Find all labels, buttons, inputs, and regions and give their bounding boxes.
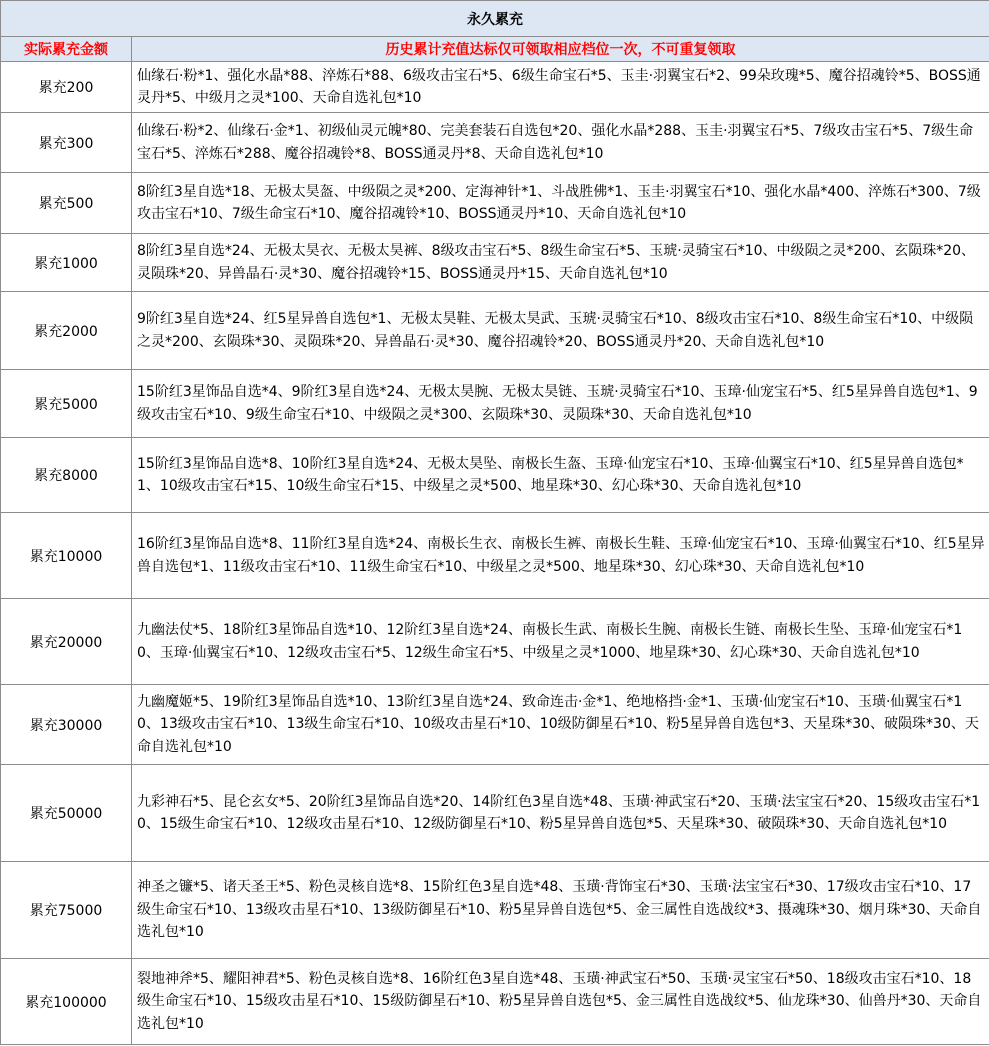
table-row (1, 765, 989, 862)
title-row (1, 1, 989, 37)
reward-list: 8阶红3星自选*18、无极太昊盔、中级陨之灵*200、定海神针*1、斗战胜佛*1、玉圭·羽翼宝石*10、强化水晶*400、淬炼石*300、7级攻击宝石*10、7级生命宝石*10、魔谷招魂铃*10、BOSS通灵丹*10、天命自选礼包*10 (132, 173, 989, 234)
recharge-amount: 累充500 (1, 173, 132, 234)
reward-list: 神圣之镰*5、诸天圣王*5、粉色灵核自选*8、15阶红色3星自选*48、玉璜·背饰宝石*30、玉璜·法宝宝石*30、17级攻击宝石*10、17级生命宝石*10、13级攻击星石*10、13级防御星石*10、粉5星异兽自选包*5、金三属性自选战纹*3、摄魂珠*30、烟月珠*30、天命自选礼包*10 (132, 862, 989, 959)
table-title: 永久累充 (1, 1, 989, 37)
reward-list: 仙缘石·粉*1、强化水晶*88、淬炼石*88、6级攻击宝石*5、6级生命宝石*5、玉圭·羽翼宝石*2、99朵玫瑰*5、魔谷招魂铃*5、BOSS通灵丹*5、中级月之灵*100、天命自选礼包*10 (132, 62, 989, 113)
recharge-amount: 累充200 (1, 62, 132, 113)
recharge-amount: 累充1000 (1, 234, 132, 292)
recharge-amount: 累充100000 (1, 959, 132, 1045)
reward-list: 裂地神斧*5、耀阳神君*5、粉色灵核自选*8、16阶红色3星自选*48、玉璜·神武宝石*50、玉璜·灵宝宝石*50、18级攻击宝石*10、18级生命宝石*10、15级攻击星石*10、15级防御星石*10、粉5星异兽自选包*5、金三属性自选战纹*5、仙龙珠*30、仙兽丹*30、天命自选礼包*10 (132, 959, 989, 1045)
recharge-amount: 累充30000 (1, 685, 132, 765)
recharge-amount: 累充75000 (1, 862, 132, 959)
table-row (1, 292, 989, 370)
reward-list: 仙缘石·粉*2、仙缘石·金*1、初级仙灵元魄*80、完美套装石自选包*20、强化水晶*288、玉圭·羽翼宝石*5、7级攻击宝石*5、7级生命宝石*5、淬炼石*288、魔谷招魂铃*8、BOSS通灵丹*8、天命自选礼包*10 (132, 113, 989, 173)
table-row (1, 173, 989, 234)
table-row (1, 62, 989, 113)
recharge-amount: 累充50000 (1, 765, 132, 862)
recharge-amount: 累充300 (1, 113, 132, 173)
recharge-amount: 累充5000 (1, 370, 132, 438)
amount-column-header: 实际累充金额 (1, 37, 132, 62)
table-row (1, 599, 989, 685)
reward-list: 8阶红3星自选*24、无极太昊衣、无极太昊裤、8级攻击宝石*5、8级生命宝石*5、玉琥·灵骑宝石*10、中级陨之灵*200、玄陨珠*20、灵陨珠*20、异兽晶石·灵*30、魔谷招魂铃*15、BOSS通灵丹*15、天命自选礼包*10 (132, 234, 989, 292)
table-row (1, 513, 989, 599)
reward-list: 15阶红3星饰品自选*8、10阶红3星自选*24、无极太昊坠、南极长生盔、玉璋·仙宠宝石*10、玉璋·仙翼宝石*10、红5星异兽自选包*1、10级攻击宝石*15、10级生命宝石*15、中级星之灵*500、地星珠*30、幻心珠*30、天命自选礼包*10 (132, 438, 989, 513)
table-row (1, 685, 989, 765)
recharge-amount: 累充8000 (1, 438, 132, 513)
reward-list: 16阶红3星饰品自选*8、11阶红3星自选*24、南极长生衣、南极长生裤、南极长生鞋、玉璋·仙宠宝石*10、玉璋·仙翼宝石*10、红5星异兽自选包*1、11级攻击宝石*10、11级生命宝石*10、中级星之灵*500、地星珠*30、幻心珠*30、天命自选礼包*10 (132, 513, 989, 599)
reward-list: 九彩神石*5、昆仑玄女*5、20阶红3星饰品自选*20、14阶红色3星自选*48、玉璜·神武宝石*20、玉璜·法宝宝石*20、15级攻击宝石*10、15级生命宝石*10、12级攻击星石*10、12级防御星石*10、粉5星异兽自选包*5、天星珠*30、破陨珠*30、天命自选礼包*10 (132, 765, 989, 862)
table-row (1, 370, 989, 438)
reward-list: 九幽法仗*5、18阶红3星饰品自选*10、12阶红3星自选*24、南极长生武、南极长生腕、南极长生链、南极长生坠、玉璋·仙宠宝石*10、玉璋·仙翼宝石*10、12级攻击宝石*5、12级生命宝石*5、中级星之灵*1000、地星珠*30、幻心珠*30、天命自选礼包*10 (132, 599, 989, 685)
table-row (1, 234, 989, 292)
reward-list: 九幽魔姬*5、19阶红3星饰品自选*10、13阶红3星自选*24、致命连击·金*1、绝地格挡·金*1、玉璜·仙宠宝石*10、玉璜·仙翼宝石*10、13级攻击宝石*10、13级生命宝石*10、10级攻击星石*10、10级防御星石*10、粉5星异兽自选包*3、天星珠*30、破陨珠*30、天命自选礼包*10 (132, 685, 989, 765)
recharge-amount: 累充10000 (1, 513, 132, 599)
table-row (1, 862, 989, 959)
table-row (1, 959, 989, 1045)
recharge-amount: 累充2000 (1, 292, 132, 370)
note-column-header: 历史累计充值达标仅可领取相应档位一次，不可重复领取 (132, 37, 989, 62)
header-row (1, 37, 989, 62)
reward-list: 9阶红3星自选*24、红5星异兽自选包*1、无极太昊鞋、无极太昊武、玉琥·灵骑宝石*10、8级攻击宝石*10、8级生命宝石*10、中级陨之灵*200、玄陨珠*30、灵陨珠*20、异兽晶石·灵*30、魔谷招魂铃*20、BOSS通灵丹*20、天命自选礼包*10 (132, 292, 989, 370)
table-row (1, 113, 989, 173)
reward-list: 15阶红3星饰品自选*4、9阶红3星自选*24、无极太昊腕、无极太昊链、玉琥·灵骑宝石*10、玉璋·仙宠宝石*5、红5星异兽自选包*1、9级攻击宝石*10、9级生命宝石*10、中级陨之灵*300、玄陨珠*30、灵陨珠*30、天命自选礼包*10 (132, 370, 989, 438)
table-row (1, 438, 989, 513)
recharge-amount: 累充20000 (1, 599, 132, 685)
